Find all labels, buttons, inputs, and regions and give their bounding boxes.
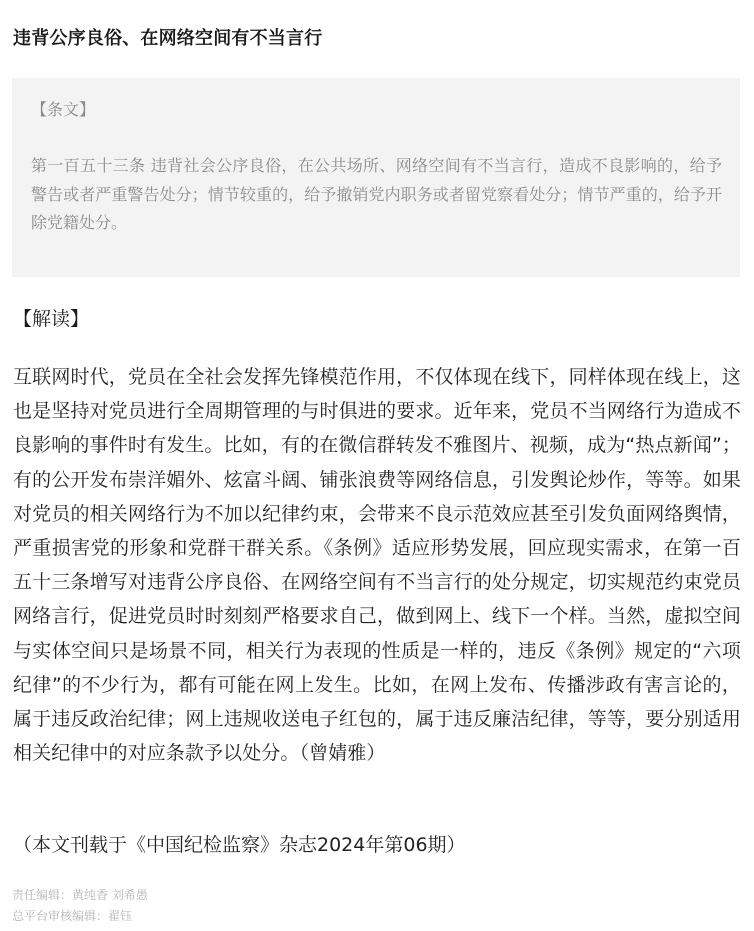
chief-editor-name: 翟钰	[108, 909, 133, 923]
clause-text: 第一百五十三条 违背社会公序良俗，在公共场所、网络空间有不当言行，造成不良影响的，给予警告或者严重警告处分；情节较重的，给予撤销党内职务或者留党察看处分；情节严重的，给予开除党籍处分。	[31, 156, 722, 232]
interpretation-heading: 【解读】	[13, 308, 90, 330]
clause-box	[12, 78, 740, 277]
editor-row	[12, 885, 148, 906]
article-title: 违背公序良俗、在网络空间有不当言行	[13, 28, 323, 49]
chief-editor-label: 总平台审核编辑：	[12, 909, 109, 923]
editor-names: 黄纯香 刘希愚	[72, 888, 148, 902]
interpretation-text: 互联网时代，党员在全社会发挥先锋模范作用，不仅体现在线下，同样体现在线上，这也是坚持对党员进行全周期管理的与时俱进的要求。近年来，党员不当网络行为造成不良影响的事件时有发生。比如，有的在微信群转发不雅图片、视频，成为“热点新闻”；有的公开发布崇洋媚外、炫富斗阔、铺张浪费等网络信息，引发舆论炒作，等等。如果对党员的相关网络行为不加以纪律约束，会带来不良示范效应甚至引发负面网络舆情，严重损害党的形象和党群干群关系。《条例》适应形势发展，回应现实需求，在第一百五十三条增写对违背公序良俗、在网络空间有不当言行的处分规定，切实规范约束党员网络言行，促进党员时时刻刻严格要求自己，做到网上、线下一个样。当然，虚拟空间与实体空间只是场景不同，相关行为表现的性质是一样的，违反《条例》规定的“六项纪律”的不少行为，都有可能在网上发生。比如，在网上发布、传播涉政有害言论的，属于违反政治纪律；网上违规收送电子红包的，属于违反廉洁纪律，等等，要分别适用相关纪律中的对应条款予以处分。（曾婧雅）	[13, 366, 741, 765]
clause-heading: 【条文】	[31, 100, 96, 119]
credits	[12, 885, 148, 927]
chief-editor-row	[12, 906, 148, 927]
editor-label: 责任编辑：	[12, 888, 73, 902]
source-note: （本文刊载于《中国纪检监察》杂志2024年第06期）	[13, 834, 466, 856]
